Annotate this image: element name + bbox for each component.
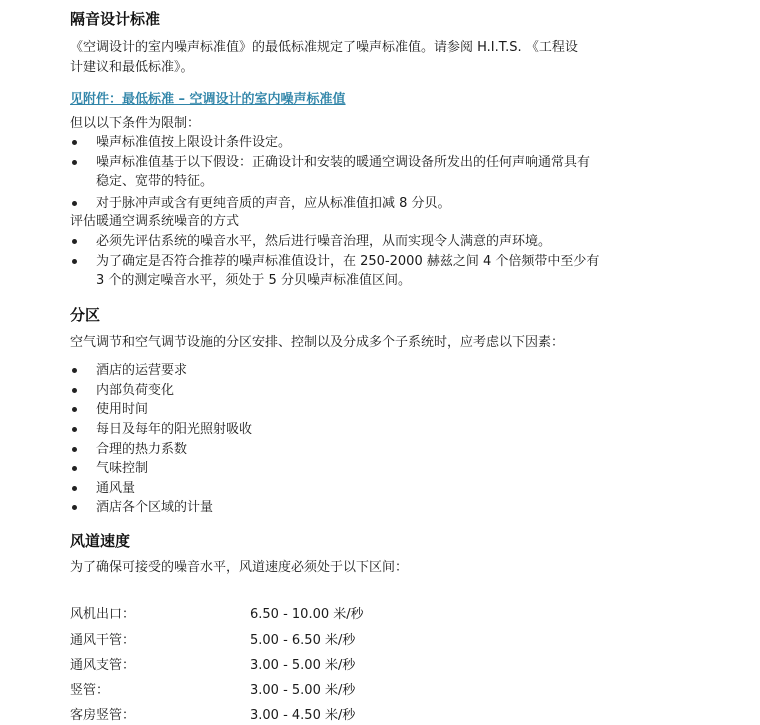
section-title-duct-velocity: 风道速度 bbox=[70, 532, 131, 550]
section-title-acoustic-design: 隔音设计标准 bbox=[70, 10, 161, 28]
bullet-icon bbox=[72, 368, 77, 373]
intro-text-line-1: 《空调设计的室内噪声标准值》的最低标准规定了噪声标准值。请参阅 H.I.T.S. 《工程设 bbox=[70, 40, 578, 55]
bullet-icon bbox=[72, 407, 77, 412]
bullet-icon bbox=[72, 239, 77, 244]
velocity-value: 3.00 - 5.00 米/秒 bbox=[250, 683, 356, 698]
velocity-label: 客房竖管： bbox=[70, 708, 136, 723]
bullet-icon bbox=[72, 160, 77, 165]
velocity-label: 通风干管： bbox=[70, 633, 136, 648]
bullet-icon bbox=[72, 259, 77, 264]
intro-text-line-2: 计建议和最低标准》。 bbox=[70, 60, 194, 75]
section-title-zoning: 分区 bbox=[70, 306, 101, 324]
bullet-icon bbox=[72, 505, 77, 510]
evaluation-heading: 评估暖通空调系统噪音的方式 bbox=[70, 214, 240, 229]
bullet-icon bbox=[72, 201, 77, 206]
bullet-icon bbox=[72, 466, 77, 471]
velocity-value: 3.00 - 5.00 米/秒 bbox=[250, 658, 356, 673]
velocity-label: 风机出口： bbox=[70, 607, 136, 622]
zoning-intro: 空气调节和空气调节设施的分区安排、控制以及分成多个子系统时，应考虑以下因素： bbox=[70, 335, 565, 350]
bullet-icon bbox=[72, 140, 77, 145]
conditions-heading: 但以以下条件为限制： bbox=[70, 116, 201, 131]
velocity-value: 6.50 - 10.00 米/秒 bbox=[250, 607, 364, 622]
bullet-icon bbox=[72, 388, 77, 393]
velocity-label: 竖管： bbox=[70, 683, 110, 698]
bullet-icon bbox=[72, 427, 77, 432]
bullet-icon bbox=[72, 447, 77, 452]
velocity-label: 通风支管： bbox=[70, 658, 136, 673]
velocity-value: 5.00 - 6.50 米/秒 bbox=[250, 633, 356, 648]
appendix-link[interactable]: 见附件：最低标准 – 空调设计的室内噪声标准值 bbox=[70, 92, 346, 107]
bullet-icon bbox=[72, 486, 77, 491]
duct-velocity-intro: 为了确保可接受的噪音水平，风道速度必须处于以下区间： bbox=[70, 560, 409, 575]
velocity-value: 3.00 - 4.50 米/秒 bbox=[250, 708, 356, 723]
